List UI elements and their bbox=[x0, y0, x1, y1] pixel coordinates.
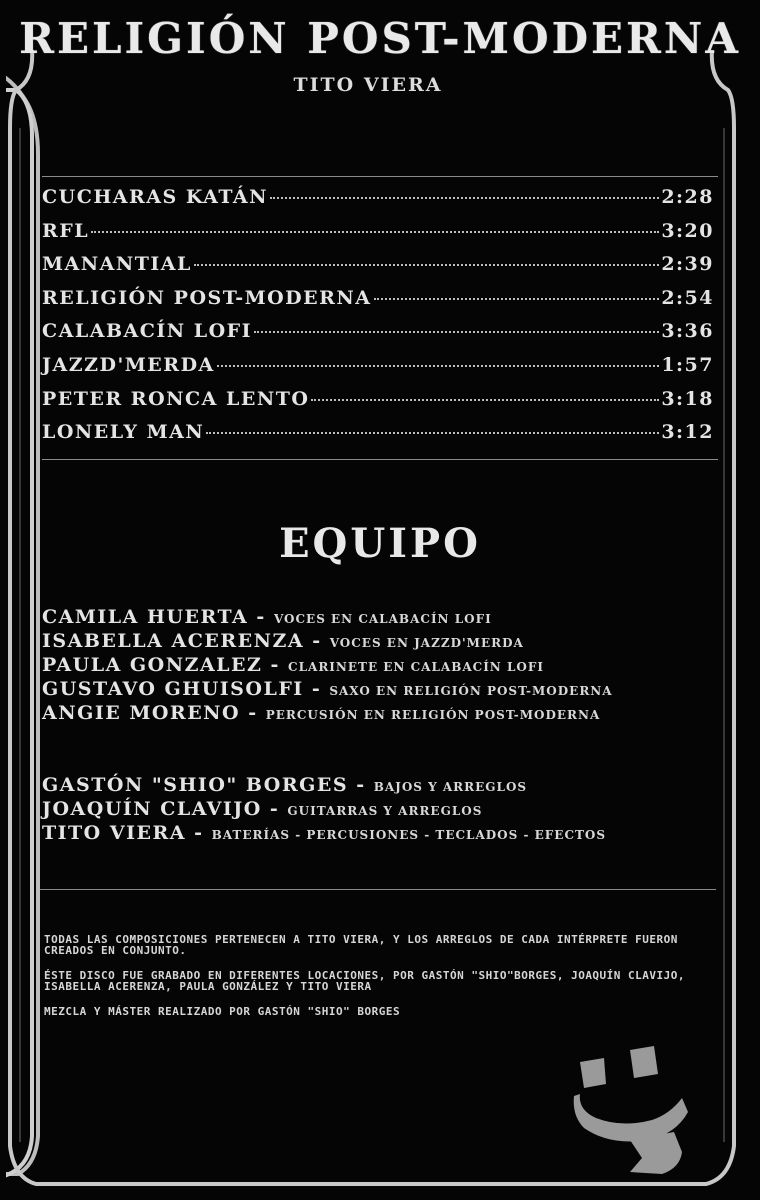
musician-role: PERCUSIÓN EN RELIGIÓN POST-MODERNA bbox=[265, 708, 601, 722]
dot-leader bbox=[270, 197, 659, 199]
dot-leader bbox=[311, 399, 659, 401]
musician-role: BATERÍAS - PERCUSIONES - TECLADOS - EFECTOS bbox=[211, 828, 607, 842]
tracklist-top-divider bbox=[42, 176, 718, 177]
guest-musicians-list bbox=[42, 606, 722, 726]
track-row bbox=[42, 320, 714, 354]
album-title: RELIGIÓN POST-MODERNA bbox=[19, 14, 741, 63]
musician-name: JOAQUÍN CLAVIJO bbox=[42, 798, 262, 820]
track-row bbox=[42, 421, 714, 455]
track-name: PETER RONCA LENTO bbox=[42, 387, 310, 410]
separator: - bbox=[303, 678, 330, 700]
artist-name: TITO VIERA bbox=[293, 74, 443, 96]
track-name: JAZZD'MERDA bbox=[42, 353, 215, 376]
track-row bbox=[42, 186, 714, 220]
track-row bbox=[42, 354, 714, 388]
musician-name: GASTÓN "SHIO" BORGES bbox=[42, 774, 349, 796]
musician-name: ANGIE MORENO bbox=[42, 702, 241, 724]
crew-entry bbox=[42, 678, 722, 702]
crew-entry bbox=[42, 774, 722, 798]
crew-entry bbox=[42, 798, 722, 822]
track-name: CUCHARAS KATÁN bbox=[42, 186, 269, 208]
composition-credit: TODAS LAS COMPOSICIONES PERTENECEN A TITO VIERA, Y LOS ARREGLOS DE CADA INTÉRPRETE FUERON CREADOS EN CONJUNTO. bbox=[44, 933, 678, 957]
track-name: LONELY MAN bbox=[42, 421, 205, 444]
track-row bbox=[42, 253, 714, 287]
track-duration: 3:18 bbox=[661, 387, 714, 410]
mixing-credit: MEZCLA Y MÁSTER REALIZADO POR GASTÓN "SHIO" BORGES bbox=[44, 1005, 401, 1018]
musician-role: BAJOS Y ARREGLOS bbox=[373, 780, 528, 794]
musician-role: SAXO EN RELIGIÓN POST-MODERNA bbox=[329, 684, 613, 698]
recording-credit: ÉSTE DISCO FUE GRABADO EN DIFERENTES LOCACIONES, POR GASTÓN "SHIO"BORGES, JOAQUÍN CLAVIJO, ISABELLA ACERENZA, PAULA GONZÁLEZ Y TITO VIERA bbox=[44, 969, 686, 993]
track-name: RELIGIÓN POST-MODERNA bbox=[42, 286, 372, 309]
crew-entry bbox=[42, 654, 722, 678]
track-name: MANANTIAL bbox=[42, 253, 192, 276]
track-row bbox=[42, 220, 714, 254]
crew-entry bbox=[42, 630, 722, 654]
separator: - bbox=[348, 774, 374, 796]
track-duration: 3:20 bbox=[661, 219, 714, 242]
track-duration: 3:12 bbox=[661, 421, 714, 444]
dot-leader bbox=[206, 432, 659, 434]
crew-entry bbox=[42, 606, 722, 630]
track-duration: 3:36 bbox=[661, 320, 714, 343]
musician-name: ISABELLA ACERENZA bbox=[42, 630, 305, 652]
credits-divider bbox=[40, 889, 716, 890]
musician-role: VOCES EN CALABACÍN LOFI bbox=[273, 612, 492, 626]
musician-name: GUSTAVO GHUISOLFI bbox=[42, 678, 304, 700]
tracklist bbox=[42, 186, 714, 455]
separator: - bbox=[304, 630, 330, 652]
separator: - bbox=[240, 702, 266, 724]
track-duration: 2:28 bbox=[661, 186, 714, 208]
track-name: RFL bbox=[42, 219, 90, 242]
separator: - bbox=[185, 822, 212, 844]
track-duration: 2:39 bbox=[661, 253, 714, 276]
musician-name: PAULA GONZALEZ bbox=[42, 654, 263, 676]
musician-name: CAMILA HUERTA bbox=[42, 606, 249, 628]
team-heading: EQUIPO bbox=[279, 520, 481, 567]
musician-name: TITO VIERA bbox=[42, 822, 186, 844]
track-duration: 2:54 bbox=[661, 286, 714, 309]
tracklist-bottom-divider bbox=[42, 459, 718, 460]
crew-entry bbox=[42, 822, 722, 846]
credits-notes bbox=[44, 934, 704, 1031]
musician-role: CLARINETE EN CALABACÍN LOFI bbox=[288, 660, 544, 674]
track-duration: 1:57 bbox=[661, 353, 714, 376]
smiley-face-icon bbox=[570, 1040, 700, 1180]
separator: - bbox=[262, 654, 289, 676]
track-row bbox=[42, 287, 714, 321]
musician-role: GUITARRAS Y ARREGLOS bbox=[287, 804, 483, 818]
dot-leader bbox=[194, 264, 659, 266]
dot-leader bbox=[91, 231, 659, 233]
separator: - bbox=[248, 606, 274, 628]
dot-leader bbox=[374, 298, 660, 300]
core-members-list bbox=[42, 774, 722, 846]
musician-role: VOCES EN JAZZD'MERDA bbox=[329, 636, 524, 650]
dot-leader bbox=[254, 331, 659, 333]
track-row bbox=[42, 388, 714, 422]
separator: - bbox=[261, 798, 288, 820]
dot-leader bbox=[217, 365, 660, 367]
crew-entry bbox=[42, 702, 722, 726]
track-name: CALABACÍN LOFI bbox=[42, 320, 253, 343]
